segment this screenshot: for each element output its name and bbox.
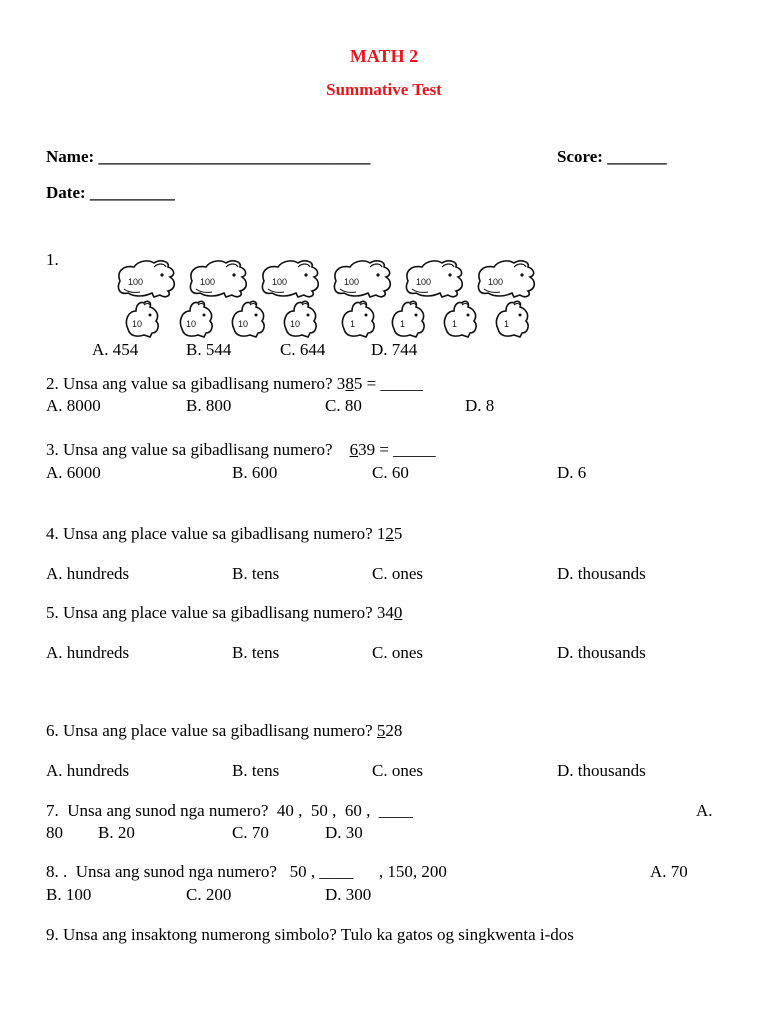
q1-choice-b: B. 544 (186, 340, 232, 359)
q8-choice-b: B. 100 (46, 885, 92, 904)
q6-underlined-digit: 5 (376, 721, 386, 740)
bunny-label: 100 (200, 277, 216, 287)
q3-prefix: 3. Unsa ang value sa gibadlisang numero? (46, 440, 350, 459)
q4-choice-b: B. tens (232, 564, 280, 583)
q6-choice-b: B. tens (232, 761, 280, 780)
q5-prefix: 5. Unsa ang place value sa gibadlisang numero? 34 (46, 603, 394, 622)
q4-prefix: 4. Unsa ang place value sa gibadlisang numero? 1 (46, 524, 386, 543)
hundreds-bunnies (118, 261, 534, 297)
q1-choice-d: D. 744 (371, 340, 418, 359)
q4-suffix: 5 (393, 524, 403, 543)
q5-choice-a: A. hundreds (46, 643, 130, 662)
q6-choice-a: A. hundreds (46, 761, 130, 780)
q2-underlined-digit: 8 (345, 374, 354, 393)
q7-text: 7. Unsa ang sunod nga numero? 40 , 50 , 60 , ____ (46, 801, 413, 820)
name-field: Name: ________________________________ (46, 147, 371, 166)
q2-choice-b: B. 800 (186, 396, 232, 415)
rabbit-picture (112, 255, 542, 343)
q5-choice-d: D. thousands (557, 643, 646, 662)
score-field: Score: _______ (557, 147, 667, 166)
q6-choice-d: D. thousands (557, 761, 646, 780)
bunny-label: 100 (272, 277, 288, 287)
q7-choice-c: C. 70 (232, 823, 269, 842)
q6-text (46, 722, 402, 739)
bunny-label: 10 (132, 319, 143, 329)
q8-choice-d: D. 300 (325, 885, 372, 904)
bunny-label: 1 (350, 319, 356, 329)
q7-choice-a-value: 80 (46, 823, 63, 842)
q3-underlined-digit: 6 (349, 440, 359, 459)
q2-suffix: 5 = _____ (353, 374, 423, 393)
q5-underlined-digit: 0 (393, 603, 403, 622)
q2-choice-a: A. 8000 (46, 396, 101, 415)
page-subtitle: Summative Test (326, 80, 442, 99)
page-title: MATH 2 (349, 46, 419, 66)
q3-choice-b: B. 600 (232, 463, 278, 482)
q2-text (46, 375, 423, 392)
bunny-label: 10 (186, 319, 197, 329)
q7-choice-a-label: A. (696, 801, 713, 820)
q7-choice-b: B. 20 (98, 823, 135, 842)
q3-suffix: 39 = _____ (358, 440, 436, 459)
q2-choice-c: C. 80 (325, 396, 362, 415)
q8-text: 8. . Unsa ang sunod nga numero? 50 , ____ , 150, 200 (46, 862, 447, 881)
bunny-label: 1 (400, 319, 406, 329)
bunny-label: 1 (452, 319, 458, 329)
bunny-label: 10 (290, 319, 301, 329)
q5-text (46, 604, 402, 621)
q5-choice-b: B. tens (232, 643, 280, 662)
q4-text (46, 525, 402, 542)
q8-choice-c: C. 200 (186, 885, 232, 904)
q6-prefix: 6. Unsa ang place value sa gibadlisang numero? (46, 721, 377, 740)
q1-choice-c: C. 644 (280, 340, 326, 359)
q3-choice-d: D. 6 (557, 463, 587, 482)
q1-choice-a: A. 454 (92, 340, 139, 359)
q6-suffix: 28 (385, 721, 403, 740)
q3-choice-c: C. 60 (372, 463, 409, 482)
q8-choice-a: A. 70 (650, 862, 688, 881)
date-field: Date: __________ (46, 183, 175, 202)
q9-text: 9. Unsa ang insaktong numerong simbolo? Tulo ka gatos og singkwenta i-dos (46, 925, 574, 944)
q7-choice-d: D. 30 (325, 823, 363, 842)
q4-underlined-digit: 2 (385, 524, 394, 543)
q5-choice-c: C. ones (372, 643, 423, 662)
q3-text (46, 441, 436, 458)
bunny-label: 100 (416, 277, 432, 287)
q4-choice-a: A. hundreds (46, 564, 130, 583)
q2-choice-d: D. 8 (465, 396, 495, 415)
bunny-label: 100 (128, 277, 144, 287)
q6-choice-c: C. ones (372, 761, 423, 780)
q4-choice-d: D. thousands (557, 564, 646, 583)
bunny-label: 1 (504, 319, 510, 329)
q1-number: 1. (46, 250, 59, 269)
q2-prefix: 2. Unsa ang value sa gibadlisang numero? 3 (46, 374, 346, 393)
bunny-label: 10 (238, 319, 249, 329)
bunny-label: 100 (344, 277, 360, 287)
q4-choice-c: C. ones (372, 564, 423, 583)
bunny-label: 100 (488, 277, 504, 287)
q3-choice-a: A. 6000 (46, 463, 101, 482)
